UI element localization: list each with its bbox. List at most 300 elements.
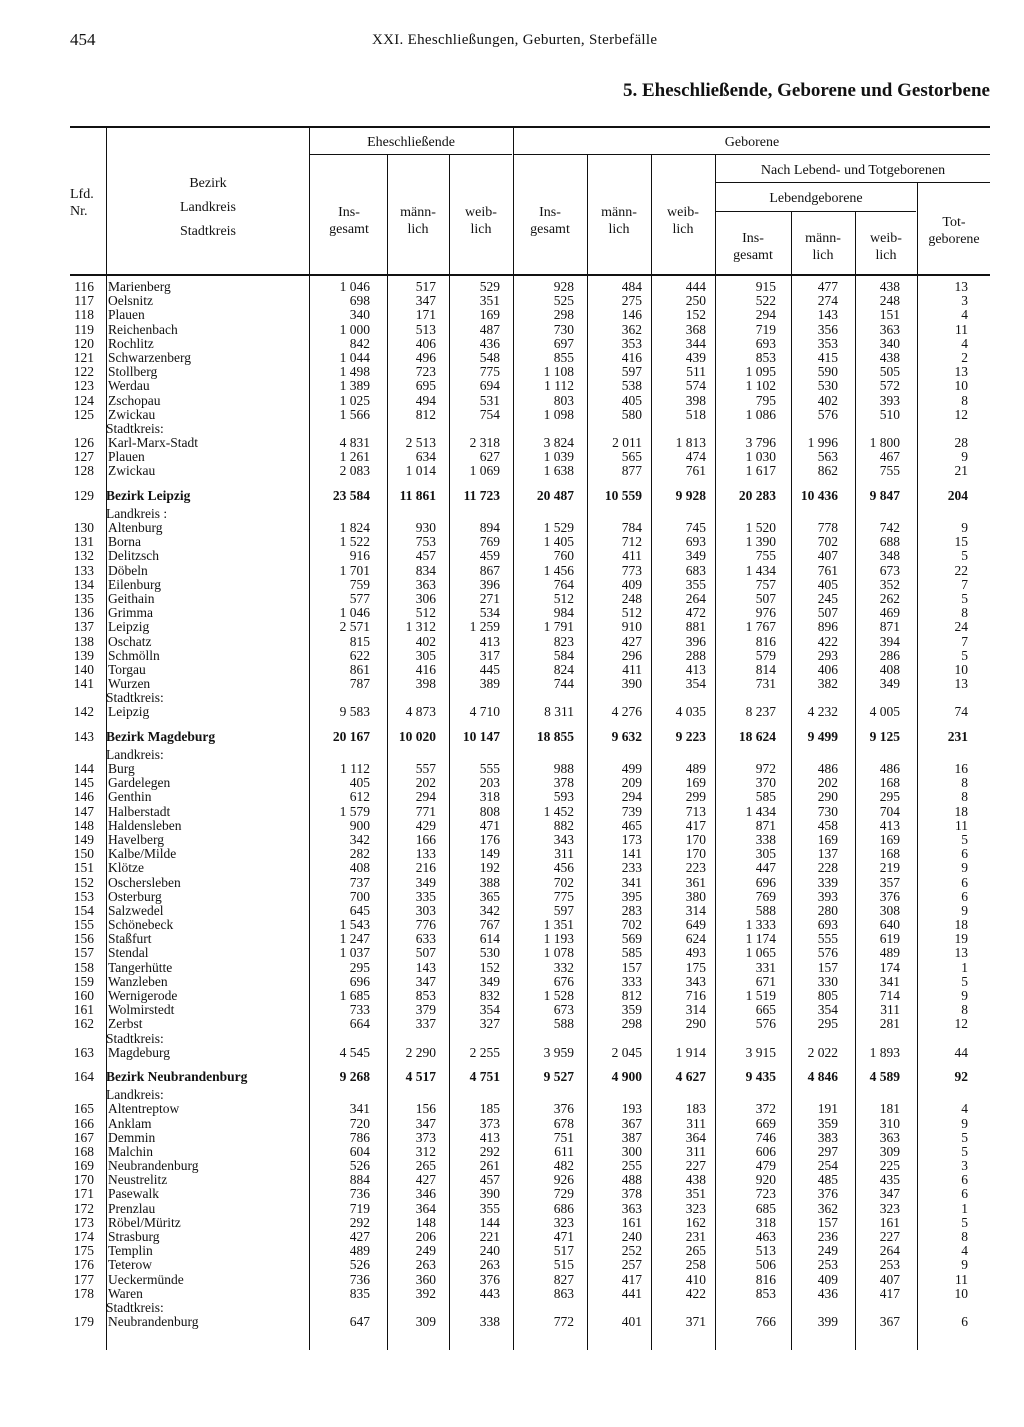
row-number: 173 (73, 1214, 94, 1230)
cell-col-8: 10 436 (800, 487, 838, 503)
row-number: 151 (73, 860, 94, 876)
cell-col-7: 513 (755, 1243, 776, 1259)
cell-col-2: 398 (415, 676, 436, 692)
table-row (70, 436, 990, 450)
table-row (70, 833, 990, 847)
cell-col-1: 842 (349, 335, 370, 351)
cell-col-4: 1 528 (543, 988, 574, 1003)
cell-col-4: 611 (554, 1143, 574, 1159)
cell-col-1: 835 (349, 1285, 370, 1301)
cell-col-10: 11 (955, 1271, 968, 1287)
cell-col-6: 511 (686, 364, 706, 380)
cell-col-3: 354 (479, 1002, 500, 1018)
cell-col-1: 2 571 (339, 619, 370, 635)
cell-col-7: 731 (755, 676, 776, 692)
cell-col-6: 716 (685, 988, 706, 1003)
cell-col-6: 183 (685, 1101, 706, 1117)
cell-col-10: 9 (961, 1115, 968, 1131)
table-row (70, 1046, 990, 1060)
cell-col-2: 265 (415, 1158, 436, 1174)
cell-col-8: 169 (817, 831, 838, 847)
row-name: Oelsnitz (108, 294, 153, 309)
cell-col-2: 294 (415, 789, 436, 805)
header-lebendgeborene: Lebendgeborene (769, 191, 863, 206)
table-row (70, 1017, 990, 1031)
cell-col-4: 515 (553, 1257, 574, 1273)
table-row (70, 1131, 990, 1145)
cell-col-2: 263 (415, 1257, 436, 1273)
cell-col-5: 300 (621, 1143, 642, 1159)
header-geb-weiblich: weib- lich (667, 205, 699, 237)
cell-col-1: 1 701 (339, 562, 370, 578)
rule-header-bottom (70, 274, 990, 276)
cell-col-6: 351 (685, 1186, 706, 1202)
cell-col-6: 354 (685, 676, 706, 692)
table-row (70, 1216, 990, 1230)
cell-col-9: 394 (879, 633, 900, 649)
cell-col-4: 323 (553, 1214, 574, 1230)
cell-col-1: 861 (349, 661, 370, 677)
cell-col-10: 18 (954, 917, 968, 933)
cell-col-4: 593 (553, 789, 574, 805)
table-row (70, 961, 990, 975)
cell-col-8: 359 (817, 1115, 838, 1131)
row-name: Wernigerode (108, 989, 178, 1003)
cell-col-1: 1 261 (339, 449, 370, 465)
cell-col-4: 803 (553, 392, 574, 408)
cell-col-1: 405 (349, 775, 370, 791)
cell-col-5: 405 (621, 392, 642, 408)
table-row (70, 521, 990, 535)
table-row (70, 635, 990, 649)
row-name: Bezirk Leipzig (106, 488, 191, 503)
row-name: Neubrandenburg (108, 1159, 199, 1174)
cell-col-9: 151 (879, 307, 900, 323)
row-number: 147 (73, 803, 94, 819)
row-number: 157 (73, 945, 94, 961)
cell-col-7: 8 237 (745, 704, 776, 720)
cell-col-7: 579 (755, 647, 776, 663)
cell-col-8: 202 (817, 775, 838, 791)
cell-col-7: 719 (755, 321, 776, 337)
header-bezirk: Bezirk Landkreis Stadtkreis (180, 176, 236, 239)
cell-col-7: 1 617 (745, 463, 776, 479)
cell-col-4: 760 (553, 548, 574, 564)
cell-col-1: 9 268 (339, 1068, 370, 1084)
cell-col-8: 290 (817, 789, 838, 805)
cell-col-1: 1 046 (339, 605, 370, 621)
cell-col-10: 3 (961, 293, 968, 309)
cell-col-10: 9 (961, 449, 968, 465)
row-name: Altenburg (108, 521, 163, 535)
row-number: 129 (73, 487, 94, 503)
cell-col-8: 730 (817, 803, 838, 819)
cell-col-1: 787 (349, 676, 370, 692)
cell-col-1: 700 (349, 888, 370, 904)
cell-col-4: 697 (553, 335, 574, 351)
cell-col-4: 926 (553, 1172, 574, 1188)
table-row (70, 861, 990, 875)
cell-col-3: 373 (479, 1115, 500, 1131)
cell-col-6: 227 (685, 1158, 706, 1174)
cell-col-8: 4 846 (807, 1068, 838, 1084)
cell-col-10: 92 (954, 1068, 968, 1084)
cell-col-7: 693 (755, 335, 776, 351)
cell-col-9: 510 (879, 406, 900, 422)
rule-ehe (310, 154, 512, 155)
cell-col-6: 314 (685, 902, 706, 918)
cell-col-10: 8 (961, 1002, 968, 1018)
cell-col-4: 686 (553, 1200, 574, 1216)
row-name: Schwarzenberg (108, 350, 191, 365)
cell-col-4: 775 (553, 888, 574, 904)
cell-col-10: 8 (961, 1229, 968, 1244)
cell-col-9: 438 (879, 349, 900, 365)
cell-col-3: 376 (479, 1271, 500, 1287)
cell-col-8: 805 (817, 988, 838, 1003)
cell-col-9: 367 (879, 1314, 900, 1330)
cell-col-10: 18 (954, 803, 968, 819)
table-row (70, 450, 990, 464)
cell-col-3: 192 (479, 860, 500, 876)
cell-col-10: 7 (961, 633, 968, 649)
cell-col-6: 881 (685, 619, 706, 635)
header-eheschliessende: Eheschließende (367, 135, 455, 150)
row-number: 176 (73, 1257, 94, 1273)
table-row (70, 932, 990, 946)
header-geb-insgesamt: Ins- gesamt (530, 205, 570, 237)
cell-col-4: 18 855 (536, 728, 574, 744)
cell-col-4: 20 487 (536, 487, 574, 503)
cell-col-1: 295 (349, 959, 370, 975)
cell-col-9: 323 (879, 1200, 900, 1216)
cell-col-9: 308 (879, 902, 900, 918)
cell-col-5: 712 (621, 534, 642, 550)
cell-col-2: 392 (415, 1285, 436, 1301)
cell-col-9: 168 (879, 775, 900, 791)
cell-col-5: 141 (621, 846, 642, 862)
cell-col-1: 815 (349, 633, 370, 649)
cell-col-5: 275 (621, 293, 642, 309)
cell-col-2: 1 014 (405, 463, 436, 479)
cell-col-4: 1 791 (543, 619, 574, 635)
cell-col-8: 862 (817, 463, 838, 479)
row-number: 133 (73, 562, 94, 578)
cell-col-8: 393 (817, 888, 838, 904)
cell-col-5: 773 (621, 562, 642, 578)
cell-col-10: 8 (961, 775, 968, 791)
cell-col-8: 458 (817, 817, 838, 833)
cell-col-9: 4 589 (869, 1068, 900, 1084)
cell-col-1: 1 579 (339, 803, 370, 819)
row-name: Prenzlau (108, 1201, 156, 1216)
cell-col-1: 759 (349, 576, 370, 592)
cell-col-9: 169 (879, 831, 900, 847)
header-totgeborene: Tot- geborene (928, 215, 980, 247)
cell-col-7: 585 (755, 789, 776, 805)
cell-col-5: 298 (621, 1016, 642, 1032)
row-number: 149 (73, 831, 94, 847)
row-name: Geithain (108, 591, 155, 606)
cell-col-10: 4 (961, 335, 968, 351)
row-name: Oschersleben (108, 875, 181, 890)
cell-col-3: 457 (479, 1172, 500, 1188)
row-number: 120 (73, 335, 94, 351)
cell-col-2: 429 (415, 817, 436, 833)
cell-col-9: 311 (880, 1002, 900, 1018)
table-row (70, 280, 990, 294)
row-number: 161 (73, 1002, 94, 1018)
cell-col-9: 9 125 (869, 728, 900, 744)
cell-col-5: 569 (621, 931, 642, 947)
row-name: Havelberg (108, 832, 164, 847)
cell-col-3: 10 147 (462, 728, 500, 744)
cell-col-7: 1 095 (745, 364, 776, 380)
cell-col-2: 771 (415, 803, 436, 819)
header-lfd: Lfd. Nr. (70, 187, 94, 219)
cell-col-5: 255 (621, 1158, 642, 1174)
row-number: 165 (73, 1101, 94, 1117)
cell-col-4: 702 (553, 874, 574, 890)
row-name: Anklam (108, 1116, 152, 1131)
cell-col-7: 814 (755, 661, 776, 677)
cell-col-7: 1 174 (745, 931, 776, 947)
cell-col-10: 74 (954, 704, 968, 720)
section-label-row (70, 691, 990, 705)
table-row (70, 337, 990, 351)
cell-col-2: 507 (415, 945, 436, 961)
cell-col-7: 3 915 (745, 1044, 776, 1060)
section-label: Landkreis: (106, 747, 164, 762)
cell-col-1: 20 167 (332, 728, 370, 744)
cell-col-7: 871 (755, 817, 776, 833)
cell-col-4: 311 (554, 846, 574, 862)
cell-col-9: 281 (879, 1016, 900, 1032)
cell-col-2: 305 (415, 647, 436, 663)
cell-col-7: 331 (755, 959, 776, 975)
row-number: 143 (73, 728, 94, 744)
cell-col-10: 5 (961, 590, 968, 606)
cell-col-2: 347 (415, 973, 436, 989)
table-top-rule (70, 126, 990, 128)
cell-col-9: 348 (879, 548, 900, 564)
cell-col-2: 402 (415, 633, 436, 649)
cell-col-3: 149 (479, 846, 500, 862)
cell-col-9: 340 (879, 335, 900, 351)
cell-col-9: 417 (879, 1285, 900, 1301)
cell-col-2: 4 873 (405, 704, 436, 720)
row-number: 122 (73, 364, 94, 380)
cell-col-6: 323 (685, 1200, 706, 1216)
cell-col-3: 185 (479, 1101, 500, 1117)
row-number: 152 (73, 874, 94, 890)
cell-col-6: 343 (685, 973, 706, 989)
cell-col-3: 832 (479, 988, 500, 1003)
row-name: Stendal (108, 946, 149, 961)
cell-col-6: 258 (685, 1257, 706, 1273)
cell-col-3: 754 (479, 406, 500, 422)
cell-col-4: 517 (553, 1243, 574, 1259)
cell-col-5: 499 (621, 761, 642, 776)
cell-col-8: 236 (817, 1229, 838, 1244)
rule-geborene (514, 154, 990, 155)
cell-col-1: 696 (349, 973, 370, 989)
cell-col-4: 471 (553, 1229, 574, 1244)
section-label: Stadtkreis: (106, 1300, 164, 1315)
cell-col-8: 383 (817, 1129, 838, 1145)
bezirk-total-row (70, 730, 990, 744)
cell-col-8: 280 (817, 902, 838, 918)
cell-col-1: 526 (349, 1158, 370, 1174)
cell-col-5: 411 (622, 548, 642, 564)
cell-col-10: 9 (961, 988, 968, 1003)
cell-col-5: 9 632 (611, 728, 642, 744)
cell-col-4: 827 (553, 1271, 574, 1287)
cell-col-9: 438 (879, 279, 900, 294)
cell-col-5: 390 (621, 676, 642, 692)
cell-col-6: 169 (685, 775, 706, 791)
cell-col-7: 853 (755, 1285, 776, 1301)
cell-col-5: 441 (621, 1285, 642, 1301)
cell-col-4: 3 959 (543, 1044, 574, 1060)
row-name: Klötze (108, 861, 144, 876)
cell-col-8: 485 (817, 1172, 838, 1188)
cell-col-2: 776 (415, 917, 436, 933)
row-number: 159 (73, 973, 94, 989)
cell-col-8: 191 (817, 1101, 838, 1117)
cell-col-1: 645 (349, 902, 370, 918)
cell-col-9: 349 (879, 676, 900, 692)
cell-col-3: 263 (479, 1257, 500, 1273)
cell-col-5: 395 (621, 888, 642, 904)
cell-col-1: 900 (349, 817, 370, 833)
cell-col-7: 1 767 (745, 619, 776, 635)
cell-col-3: 261 (479, 1158, 500, 1174)
row-number: 177 (73, 1271, 94, 1287)
cell-col-3: 390 (479, 1186, 500, 1202)
cell-col-10: 13 (954, 676, 968, 692)
row-number: 148 (73, 817, 94, 833)
cell-col-5: 157 (621, 959, 642, 975)
cell-col-5: 161 (621, 1214, 642, 1230)
cell-col-10: 11 (955, 321, 968, 337)
cell-col-9: 264 (879, 1243, 900, 1259)
cell-col-6: 624 (685, 931, 706, 947)
cell-col-9: 1 800 (869, 435, 900, 451)
cell-col-3: 342 (479, 902, 500, 918)
cell-col-9: 393 (879, 392, 900, 408)
cell-col-10: 44 (954, 1044, 968, 1060)
table-row (70, 592, 990, 606)
cell-col-2: 346 (415, 1186, 436, 1202)
cell-col-9: 181 (879, 1101, 900, 1117)
cell-col-3: 355 (479, 1200, 500, 1216)
cell-col-3: 169 (479, 307, 500, 323)
table-row (70, 351, 990, 365)
cell-col-2: 406 (415, 335, 436, 351)
row-number: 179 (73, 1314, 94, 1330)
cell-col-10: 5 (961, 1129, 968, 1145)
cell-col-7: 1 065 (745, 945, 776, 961)
cell-col-4: 1 098 (543, 406, 574, 422)
table-row (70, 663, 990, 677)
cell-col-2: 512 (415, 605, 436, 621)
cell-col-2: 496 (415, 349, 436, 365)
cell-col-2: 148 (415, 1214, 436, 1230)
cell-col-3: 445 (479, 661, 500, 677)
cell-col-9: 505 (879, 364, 900, 380)
running-head: XXI. Eheschließungen, Geburten, Sterbefälle (372, 32, 658, 48)
cell-col-10: 8 (961, 605, 968, 621)
cell-col-5: 411 (622, 661, 642, 677)
cell-col-5: 173 (621, 831, 642, 847)
row-number: 167 (73, 1129, 94, 1145)
cell-col-9: 286 (879, 647, 900, 663)
cell-col-4: 1 108 (543, 364, 574, 380)
cell-col-4: 988 (553, 761, 574, 776)
cell-col-4: 343 (553, 831, 574, 847)
cell-col-2: 2 290 (405, 1044, 436, 1060)
cell-col-10: 204 (947, 487, 968, 503)
cell-col-8: 406 (817, 661, 838, 677)
row-number: 140 (73, 661, 94, 677)
cell-col-8: 253 (817, 1257, 838, 1273)
cell-col-2: 494 (415, 392, 436, 408)
cell-col-8: 157 (817, 959, 838, 975)
cell-col-3: 1 069 (469, 463, 500, 479)
row-name: Osterburg (108, 889, 162, 904)
cell-col-10: 4 (961, 307, 968, 323)
row-number: 163 (73, 1044, 94, 1060)
row-name: Kalbe/Milde (108, 847, 177, 862)
row-number: 124 (73, 392, 94, 408)
cell-col-10: 10 (954, 378, 968, 394)
cell-col-7: 972 (755, 761, 776, 776)
cell-col-3: 867 (479, 562, 500, 578)
cell-col-9: 742 (879, 520, 900, 535)
cell-col-3: 627 (479, 449, 500, 465)
row-name: Stollberg (108, 365, 158, 380)
row-name: Wurzen (108, 677, 151, 692)
cell-col-2: 202 (415, 775, 436, 791)
rule-nach (716, 182, 990, 183)
row-number: 154 (73, 902, 94, 918)
cell-col-3: 2 255 (469, 1044, 500, 1060)
cell-col-9: 871 (879, 619, 900, 635)
cell-col-10: 5 (961, 647, 968, 663)
cell-col-4: 1 351 (543, 917, 574, 933)
cell-col-10: 22 (954, 562, 968, 578)
cell-col-8: 293 (817, 647, 838, 663)
cell-col-4: 744 (553, 676, 574, 692)
cell-col-8: 295 (817, 1016, 838, 1032)
cell-col-5: 417 (621, 1271, 642, 1287)
cell-col-10: 9 (961, 520, 968, 535)
cell-col-2: 143 (415, 959, 436, 975)
cell-col-5: 333 (621, 973, 642, 989)
cell-col-2: 347 (415, 293, 436, 309)
cell-col-1: 664 (349, 1016, 370, 1032)
row-name: Magdeburg (108, 1045, 170, 1060)
row-number: 126 (73, 435, 94, 451)
cell-col-1: 292 (349, 1214, 370, 1230)
cell-col-10: 6 (961, 888, 968, 904)
cell-col-8: 254 (817, 1158, 838, 1174)
cell-col-4: 1 452 (543, 803, 574, 819)
cell-col-10: 12 (954, 1016, 968, 1032)
cell-col-1: 341 (349, 1101, 370, 1117)
cell-col-10: 6 (961, 1172, 968, 1188)
